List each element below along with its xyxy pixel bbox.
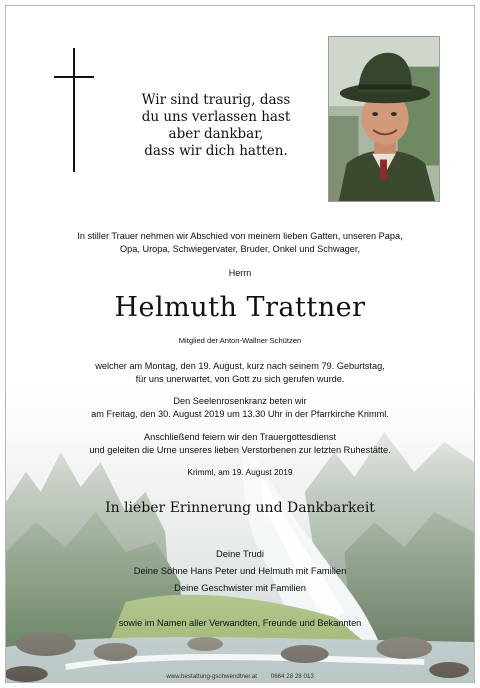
on-behalf-note: sowie im Namen aller Verwandten, Freunde und Bekannten [118,618,362,628]
footer-phone: 0664 28 28 013 [270,673,314,680]
intro-line: Opa, Uropa, Schwiegervater, Bruder, Onkel und Schwager, [119,244,361,254]
waterfall-landscape-image [6,382,474,682]
funeral-line: Anschließend feiern wir den Trauergottesdienst [143,432,337,442]
portrait-photo [328,36,440,202]
footer [6,673,474,680]
remembrance-heading: In lieber Erinnerung und Dankbarkeit [105,500,375,516]
membership-note: Mitglied der Anton-Wallner Schützen [178,336,302,345]
obituary-card [5,5,475,683]
salutation: Herrn [228,268,252,278]
rosary-line: am Freitag, den 30. August 2019 um 13.30 Uhr in der Pfarrkirche Krimml. [91,409,389,419]
mourner-line: Deine Söhne Hans Peter und Helmuth mit Familien [133,565,347,576]
death-notice-line: für uns unerwartet, von Gott zu sich gerufen wurde. [135,374,345,384]
mourners-list [6,545,474,596]
cross-icon [54,48,94,172]
intro-line: In stiller Trauer nehmen wir Abschied von meinem lieben Gatten, unseren Papa, [77,231,403,241]
death-notice-line: welcher am Montag, den 19. August, kurz nach seinem 79. Geburtstag, [95,361,385,371]
funeral-line: und geleiten die Urne unseres lieben Verstorbenen zur letzten Ruhestätte. [89,445,391,455]
verse-line: dass wir dich hatten. [144,143,288,159]
mourner-line: Deine Trudi [216,548,264,559]
funeral-notice [6,431,474,457]
memorial-verse [106,92,326,160]
rosary-line: Den Seelenrosenkranz beten wir [173,396,307,406]
deceased-name: Helmuth Trattner [114,292,366,323]
mourner-line: Deine Geschwister mit Familien [174,582,306,593]
verse-line: aber dankbar, [168,126,264,142]
footer-website: www.bestattung-gschwendtner.at [166,673,258,680]
place-and-date: Krimml, am 19. August 2019 [187,467,293,477]
rosary-notice [6,395,474,421]
death-notice [6,360,474,386]
verse-line: Wir sind traurig, dass [141,92,291,108]
verse-line: du uns verlassen hast [141,109,291,125]
intro-text [6,230,474,256]
